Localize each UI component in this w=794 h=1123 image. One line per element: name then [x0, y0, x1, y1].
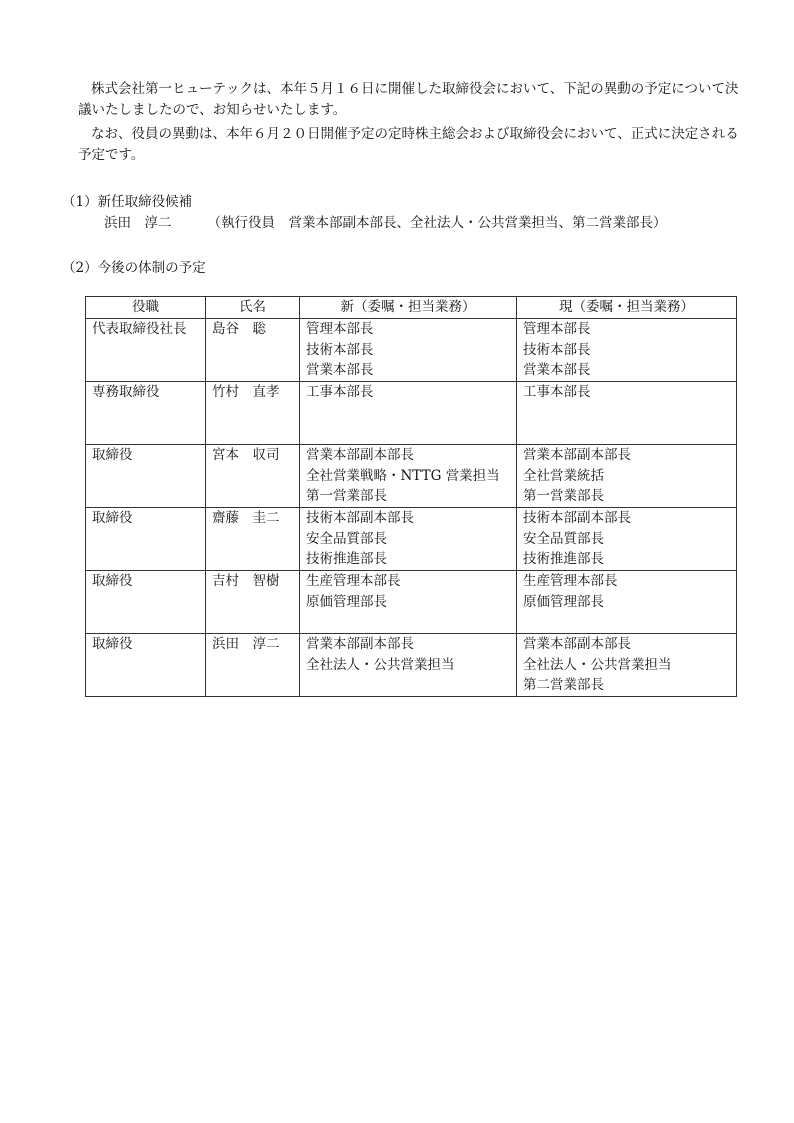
- intro-paragraph-1: [78, 79, 740, 120]
- table-row: [86, 634, 737, 697]
- duty-line: 技術本部副本部長: [306, 510, 414, 526]
- duty-line: 管理本部長: [523, 321, 591, 337]
- table-row: [86, 445, 737, 508]
- cell-name: 島谷 聡: [206, 319, 300, 382]
- duty-line: 第二営業部長: [523, 677, 604, 693]
- duty-line: 全社法人・公共営業担当: [306, 656, 455, 673]
- cell-new-duties: [300, 319, 517, 382]
- cell-current-duties: [517, 319, 737, 382]
- cell-title: 取締役: [86, 634, 206, 697]
- duty-line: 工事本部長: [523, 384, 591, 400]
- header-name: 氏名: [206, 297, 300, 319]
- intro-paragraph-2: [78, 124, 740, 165]
- cell-name: 浜田 淳二: [206, 634, 300, 697]
- duty-line: 生産管理本部長: [523, 573, 618, 589]
- duty-line: 安全品質部長: [523, 530, 604, 547]
- duty-line: 管理本部長: [306, 321, 374, 337]
- duty-line: 営業本部長: [306, 362, 374, 378]
- duty-line: 営業本部副本部長: [306, 447, 414, 463]
- duty-line: 技術本部長: [306, 341, 374, 358]
- duty-line: 第一営業部長: [306, 488, 387, 504]
- cell-title: 取締役: [86, 445, 206, 508]
- cell-new-duties: [300, 382, 517, 445]
- header-title: 役職: [86, 297, 206, 319]
- section-heading-future-structure: （2）今後の体制の予定: [62, 260, 206, 276]
- table-row: [86, 319, 737, 382]
- cell-title: 代表取締役社長: [86, 319, 206, 382]
- duty-line: 技術本部長: [523, 341, 591, 358]
- duty-line: 第一営業部長: [523, 488, 604, 504]
- duty-line: 技術本部副本部長: [523, 510, 631, 526]
- duty-line: 原価管理部長: [306, 593, 387, 610]
- cell-name: 宮本 収司: [206, 445, 300, 508]
- duty-line: 営業本部長: [523, 362, 591, 378]
- cell-current-duties: [517, 382, 737, 445]
- cell-new-duties: [300, 634, 517, 697]
- executive-schedule-table: [85, 296, 737, 697]
- table-header-row: [86, 297, 737, 319]
- cell-title: 取締役: [86, 571, 206, 634]
- duty-line: 全社営業戦略・NTTG 営業担当: [306, 467, 500, 484]
- duty-line: 安全品質部長: [306, 530, 387, 547]
- duty-line: 全社営業統括: [523, 467, 604, 484]
- cell-current-duties: [517, 508, 737, 571]
- table-row: [86, 571, 737, 634]
- candidate-line: [104, 213, 667, 233]
- duty-line: 原価管理部長: [523, 593, 604, 610]
- cell-name: 吉村 智樹: [206, 571, 300, 634]
- intro-paragraph-1-text: 株式会社第一ヒューテックは、本年５月１６日に開催した取締役会において、下記の異動の予定について決議いたしましたので、お知らせいたします。: [78, 81, 739, 118]
- candidate-role: （執行役員 営業本部副本部長、全社法人・公共営業担当、第二営業部長）: [207, 215, 667, 231]
- cell-current-duties: [517, 571, 737, 634]
- candidate-name: 浜田 淳二: [104, 215, 172, 231]
- duty-line: 技術推進部長: [523, 551, 604, 567]
- duty-line: 生産管理本部長: [306, 573, 401, 589]
- header-current-duties: 現（委嘱・担当業務）: [517, 297, 737, 319]
- cell-new-duties: [300, 445, 517, 508]
- intro-paragraph-2-text: なお、役員の異動は、本年６月２０日開催予定の定時株主総会および取締役会において、正式に決定される予定です。: [78, 126, 739, 163]
- cell-current-duties: [517, 445, 737, 508]
- cell-current-duties: [517, 634, 737, 697]
- cell-name: 齋藤 圭二: [206, 508, 300, 571]
- cell-new-duties: [300, 508, 517, 571]
- table-row: [86, 382, 737, 445]
- section-heading-new-director: （1）新任取締役候補: [62, 194, 193, 210]
- cell-new-duties: [300, 571, 517, 634]
- duty-line: 営業本部副本部長: [523, 636, 631, 652]
- duty-line: 技術推進部長: [306, 551, 387, 567]
- cell-title: 取締役: [86, 508, 206, 571]
- table-row: [86, 508, 737, 571]
- cell-name: 竹村 直孝: [206, 382, 300, 445]
- duty-line: 工事本部長: [306, 384, 374, 400]
- header-new-duties: 新（委嘱・担当業務）: [300, 297, 517, 319]
- cell-title: 専務取締役: [86, 382, 206, 445]
- duty-line: 営業本部副本部長: [523, 447, 631, 463]
- duty-line: 全社法人・公共営業担当: [523, 656, 672, 673]
- duty-line: 営業本部副本部長: [306, 636, 414, 652]
